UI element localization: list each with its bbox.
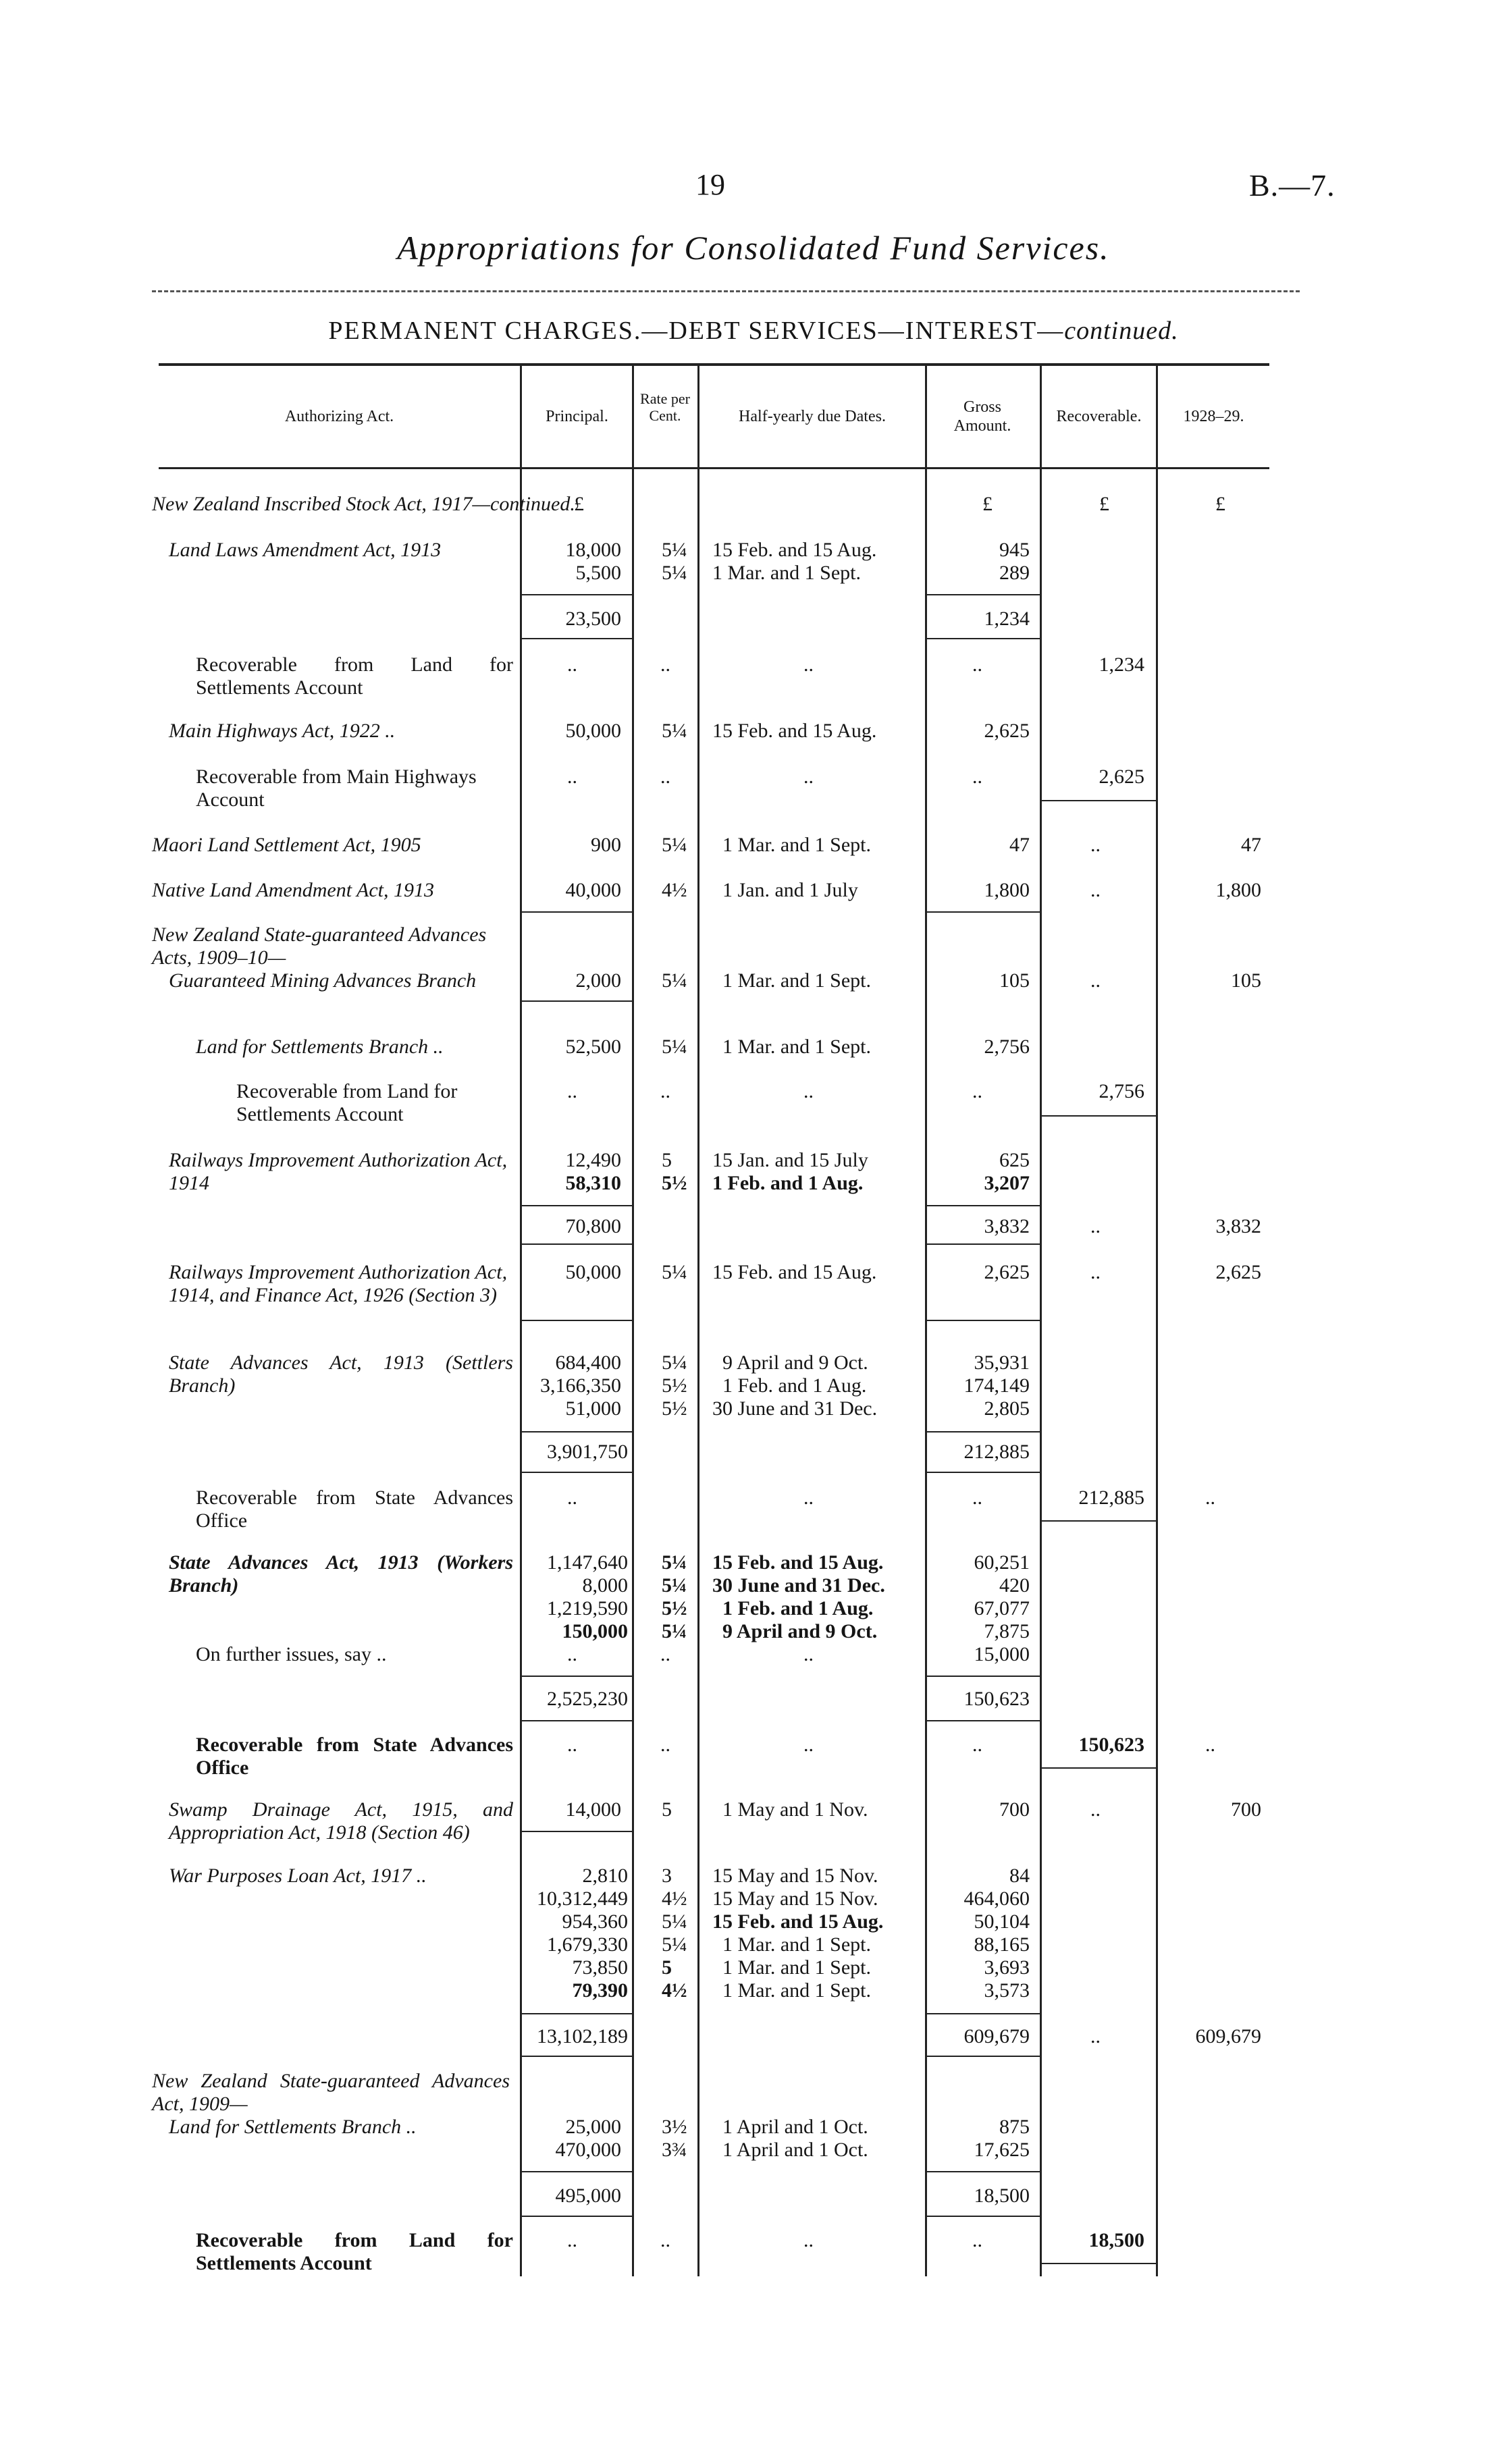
gross-value: ..	[972, 766, 982, 788]
currency-principal: £	[574, 493, 584, 515]
rate-value: 4½	[662, 879, 687, 901]
principal-total: 70,800	[565, 1215, 621, 1237]
subtotal-rule	[522, 911, 632, 913]
rate-value: 5½	[662, 1374, 687, 1397]
act-label: Railways Improvement Authorization Act, 1914, and Finance Act, 1926 (Section 3)	[169, 1261, 508, 1306]
principal-value: 12,490	[565, 1149, 621, 1171]
recoverable-value: 2,625	[1099, 766, 1144, 788]
subtotal-rule	[522, 1000, 632, 1002]
rate-value: 5¼	[662, 1261, 687, 1283]
document-reference: B.—7.	[1249, 168, 1336, 203]
principal-value: 900	[591, 834, 621, 856]
act-label: On further issues, say ..	[196, 1643, 387, 1665]
subtotal-rule	[522, 1243, 632, 1245]
rate-value: 5¼	[662, 1620, 687, 1642]
due-dates: 15 Jan. and 15 July	[712, 1149, 868, 1171]
subtotal-rule	[522, 1431, 632, 1432]
recoverable-value: 1,234	[1099, 653, 1144, 676]
recoverable-value: ..	[1090, 2025, 1101, 2047]
col-divider-dates	[697, 366, 699, 2276]
subtotal-rule	[927, 2013, 1040, 2014]
due-dates: ..	[803, 1734, 814, 1756]
gross-total: 1,234	[984, 608, 1030, 630]
subtotal-rule	[522, 1831, 632, 1832]
gross-value: 17,625	[974, 2139, 1030, 2161]
header-bottom-rule	[159, 467, 1269, 469]
due-dates: 9 April and 9 Oct.	[722, 1620, 878, 1642]
subtotal-rule	[927, 1205, 1040, 1206]
year-value: 700	[1231, 1798, 1261, 1821]
rate-value: 3	[662, 1865, 672, 1887]
gross-value: 3,207	[984, 1172, 1030, 1194]
due-dates: 15 Feb. and 15 Aug.	[712, 1551, 884, 1574]
year-value: 105	[1231, 969, 1261, 992]
currency-gross: £	[982, 493, 993, 515]
due-dates: 1 Mar. and 1 Sept.	[722, 1036, 871, 1058]
principal-value: 1,147,640	[547, 1551, 628, 1574]
subtotal-rule	[522, 1320, 632, 1321]
gross-value: 15,000	[974, 1643, 1030, 1665]
principal-value: 79,390	[572, 1979, 628, 2002]
due-dates: 1 Feb. and 1 Aug.	[722, 1597, 874, 1619]
principal-value: ..	[567, 1487, 577, 1509]
gross-value: ..	[972, 1734, 982, 1756]
due-dates: 30 June and 31 Dec.	[712, 1574, 885, 1597]
subtotal-rule	[522, 2056, 632, 2057]
gross-value: 3,573	[984, 1979, 1030, 2002]
due-dates: 1 Mar. and 1 Sept.	[722, 1979, 871, 2002]
gross-value: 420	[999, 1574, 1030, 1597]
principal-value: ..	[567, 653, 577, 676]
header-principal: Principal.	[546, 408, 608, 425]
due-dates: 1 Mar. and 1 Sept.	[722, 1933, 871, 1956]
gross-value: 945	[999, 539, 1030, 561]
rate-value: ..	[660, 766, 670, 788]
due-dates: 15 Feb. and 15 Aug.	[712, 1910, 884, 1933]
table-top-rule	[159, 363, 1269, 366]
year-value: 2,625	[1215, 1261, 1261, 1283]
subtotal-rule	[1042, 1520, 1156, 1522]
recoverable-value: ..	[1090, 834, 1101, 856]
rate-value: 5½	[662, 1597, 687, 1619]
due-dates: ..	[803, 1643, 814, 1665]
rate-value: 5¼	[662, 834, 687, 856]
rate-value: 5¼	[662, 969, 687, 992]
gross-value: 464,060	[963, 1887, 1030, 1910]
subtotal-rule	[1042, 1767, 1156, 1769]
header-due-dates: Half-yearly due Dates.	[739, 408, 886, 425]
due-dates: ..	[803, 766, 814, 788]
due-dates: 1 Mar. and 1 Sept.	[712, 562, 861, 584]
recoverable-value: ..	[1090, 879, 1101, 901]
year-value: 47	[1241, 834, 1261, 856]
principal-value: 52,500	[565, 1036, 621, 1058]
gross-value: ..	[972, 653, 982, 676]
gross-value: 60,251	[974, 1551, 1030, 1574]
rate-value: ..	[660, 1734, 670, 1756]
due-dates: 15 Feb. and 15 Aug.	[712, 539, 877, 561]
due-dates: 15 May and 15 Nov.	[712, 1865, 878, 1887]
subtotal-rule	[522, 594, 632, 595]
rate-value: 5¼	[662, 1910, 687, 1933]
principal-value: 954,360	[562, 1910, 628, 1933]
act-label: Recoverable from State Advances Office	[196, 1734, 513, 1779]
col-divider-rate	[632, 366, 634, 2276]
subtotal-rule	[522, 2013, 632, 2014]
subtotal-rule	[522, 1676, 632, 1677]
principal-total: 23,500	[565, 608, 621, 630]
gross-value: 88,165	[974, 1933, 1030, 1956]
due-dates: ..	[803, 1080, 814, 1102]
act-label: War Purposes Loan Act, 1917 ..	[169, 1865, 427, 1887]
subtotal-rule	[927, 1472, 1040, 1473]
act-label: Main Highways Act, 1922 ..	[169, 720, 396, 742]
subtotal-rule	[522, 638, 632, 639]
act-label: New Zealand State-guaranteed Advances Act, 1909—	[152, 2070, 510, 2115]
subtotal-rule	[927, 594, 1040, 595]
header-gross-amount: Gross Amount.	[953, 398, 1011, 435]
rate-value: 5¼	[662, 1551, 687, 1574]
subtotal-rule	[927, 1431, 1040, 1432]
rate-value: 5¼	[662, 1574, 687, 1597]
rate-value: 3¾	[662, 2139, 687, 2161]
gross-value: 289	[999, 562, 1030, 584]
gross-value: ..	[972, 1487, 982, 1509]
currency-recoverable: £	[1099, 493, 1109, 515]
subtotal-rule	[927, 638, 1040, 639]
header-year: 1928–29.	[1183, 408, 1244, 425]
principal-value: 1,219,590	[547, 1597, 628, 1619]
rate-value: 5¼	[662, 562, 687, 584]
principal-value: 50,000	[565, 720, 621, 742]
due-dates: 1 Mar. and 1 Sept.	[722, 834, 871, 856]
rate-value: 5¼	[662, 720, 687, 742]
principal-value: 1,679,330	[547, 1933, 628, 1956]
due-dates: 15 May and 15 Nov.	[712, 1887, 878, 1910]
rate-value: 5¼	[662, 539, 687, 561]
gross-value: 700	[999, 1798, 1030, 1821]
gross-value: 2,625	[984, 720, 1030, 742]
act-label: Railways Improvement Authorization Act, 1914	[169, 1149, 508, 1194]
principal-value: 5,500	[575, 562, 621, 584]
act-label: State Advances Act, 1913 (Settlers Branch)	[169, 1351, 513, 1397]
due-dates: 9 April and 9 Oct.	[722, 1351, 868, 1374]
principal-value: 2,810	[582, 1865, 628, 1887]
act-label: New Zealand State-guaranteed Advances Acts, 1909–10—	[152, 923, 487, 969]
rate-value: 4½	[662, 1979, 687, 2002]
year-value: ..	[1205, 1487, 1215, 1509]
gross-value: 174,149	[963, 1374, 1030, 1397]
subtotal-rule	[1042, 1115, 1156, 1117]
rate-value: 3½	[662, 2116, 687, 2138]
recoverable-value: 2,756	[1099, 1080, 1144, 1102]
page-number: 19	[695, 168, 725, 201]
due-dates: 1 Mar. and 1 Sept.	[722, 1956, 871, 1979]
due-dates: 1 Feb. and 1 Aug.	[712, 1172, 864, 1194]
recoverable-value: ..	[1090, 1798, 1101, 1821]
principal-value: ..	[567, 2229, 577, 2251]
due-dates: 1 May and 1 Nov.	[722, 1798, 868, 1821]
act-label: New Zealand Inscribed Stock Act, 1917—continued.	[152, 493, 575, 515]
subtotal-rule	[927, 1243, 1040, 1245]
principal-value: 25,000	[565, 2116, 621, 2138]
act-label: Recoverable from State Advances Office	[196, 1487, 513, 1532]
due-dates: 1 Mar. and 1 Sept.	[722, 969, 871, 992]
gross-total: 18,500	[974, 2185, 1030, 2207]
act-label: Recoverable from Main Highways Account	[196, 766, 477, 811]
rate-value: 5¼	[662, 1351, 687, 1374]
principal-total: 495,000	[555, 2185, 621, 2207]
gross-total: 3,832	[984, 1215, 1030, 1237]
principal-value: 150,000	[562, 1620, 628, 1642]
gross-total: 150,623	[963, 1688, 1030, 1710]
subtotal-rule	[927, 911, 1040, 913]
header-authorizing-act: Authorizing Act.	[284, 408, 394, 425]
principal-total: 2,525,230	[547, 1688, 628, 1710]
subtotal-rule	[927, 2171, 1040, 2172]
rate-value: 5	[662, 1149, 672, 1171]
recoverable-value: 150,623	[1078, 1734, 1144, 1756]
subtotal-rule	[927, 1320, 1040, 1321]
due-dates: 1 Jan. and 1 July	[722, 879, 858, 901]
rate-value: ..	[660, 2229, 670, 2251]
gross-total: 609,679	[963, 2025, 1030, 2047]
rate-value: 5½	[662, 1172, 687, 1194]
rate-value: ..	[660, 1080, 670, 1102]
gross-value: 2,805	[984, 1397, 1030, 1420]
principal-total: 3,901,750	[547, 1441, 628, 1463]
subtotal-rule	[522, 2171, 632, 2172]
principal-value: 470,000	[555, 2139, 621, 2161]
rate-value: ..	[660, 653, 670, 676]
act-label: Land for Settlements Branch ..	[196, 1036, 444, 1058]
gross-value: 625	[999, 1149, 1030, 1171]
gross-value: ..	[972, 2229, 982, 2251]
act-label: Recoverable from Land for Settlements Account	[236, 1080, 458, 1125]
due-dates: 1 Feb. and 1 Aug.	[722, 1374, 867, 1397]
principal-value: 51,000	[565, 1397, 621, 1420]
due-dates: ..	[803, 653, 814, 676]
principal-value: 14,000	[565, 1798, 621, 1821]
gross-value: ..	[972, 1080, 982, 1102]
header-rate: Rate per Cent.	[640, 390, 690, 425]
gross-value: 875	[999, 2116, 1030, 2138]
currency-year: £	[1215, 493, 1225, 515]
act-label: Recoverable from Land for Settlements Account	[196, 2229, 513, 2274]
gross-value: 105	[999, 969, 1030, 992]
gross-value: 2,756	[984, 1036, 1030, 1058]
principal-value: 18,000	[565, 539, 621, 561]
gross-value: 67,077	[974, 1597, 1030, 1619]
gross-value: 35,931	[974, 1351, 1030, 1374]
subtotal-rule	[1042, 800, 1156, 801]
recoverable-value: ..	[1090, 1261, 1101, 1283]
due-dates: ..	[803, 1487, 814, 1509]
principal-value: 50,000	[565, 1261, 621, 1283]
act-label: Native Land Amendment Act, 1913	[152, 879, 435, 901]
subtotal-rule	[927, 1720, 1040, 1721]
gross-value: 7,875	[984, 1620, 1030, 1642]
act-label: Maori Land Settlement Act, 1905	[152, 834, 421, 856]
act-label: State Advances Act, 1913 (Workers Branch)	[169, 1551, 513, 1597]
principal-value: 684,400	[555, 1351, 621, 1374]
due-dates: 15 Feb. and 15 Aug.	[712, 1261, 877, 1283]
due-dates: 15 Feb. and 15 Aug.	[712, 720, 877, 742]
rate-value: 5	[662, 1956, 672, 1979]
year-value: 1,800	[1215, 879, 1261, 901]
header-recoverable: Recoverable.	[1056, 408, 1142, 425]
principal-value: ..	[567, 1080, 577, 1102]
rate-value: ..	[660, 1643, 670, 1665]
subtotal-rule	[927, 1676, 1040, 1677]
principal-value: 2,000	[575, 969, 621, 992]
principal-value: 8,000	[582, 1574, 628, 1597]
due-dates: 30 June and 31 Dec.	[712, 1397, 878, 1420]
due-dates: ..	[803, 2229, 814, 2251]
rate-value: 5¼	[662, 1036, 687, 1058]
principal-value: 3,166,350	[540, 1374, 621, 1397]
recoverable-value: 18,500	[1088, 2229, 1144, 2251]
col-divider-recoverable	[1040, 366, 1042, 2276]
rate-value: 5	[662, 1798, 672, 1821]
due-dates: 1 April and 1 Oct.	[722, 2116, 868, 2138]
section-subtitle: PERMANENT CHARGES.—DEBT SERVICES—INTEREST—continued.	[328, 317, 1179, 345]
principal-value: 73,850	[572, 1956, 628, 1979]
rate-value: 5½	[662, 1397, 687, 1420]
due-dates: 1 April and 1 Oct.	[722, 2139, 868, 2161]
gross-value: 84	[1009, 1865, 1030, 1887]
principal-value: ..	[567, 1734, 577, 1756]
rate-value: 4½	[662, 1887, 687, 1910]
recoverable-value: ..	[1090, 1215, 1101, 1237]
year-value: 609,679	[1195, 2025, 1261, 2047]
gross-value: 47	[1009, 834, 1030, 856]
gross-value: 1,800	[984, 879, 1030, 901]
recoverable-value: ..	[1090, 969, 1101, 992]
subtotal-rule	[927, 2056, 1040, 2057]
gross-total: 212,885	[963, 1441, 1030, 1463]
act-label: Recoverable from Land for Settlements Account	[196, 653, 513, 699]
principal-value: 40,000	[565, 879, 621, 901]
act-sublabel: Land for Settlements Branch ..	[169, 2116, 417, 2138]
gross-value: 3,693	[984, 1956, 1030, 1979]
year-value: 3,832	[1215, 1215, 1261, 1237]
subtotal-rule	[522, 1205, 632, 1206]
principal-value: 10,312,449	[537, 1887, 628, 1910]
principal-value: ..	[567, 1643, 577, 1665]
subtotal-rule	[522, 2216, 632, 2217]
principal-value: 58,310	[565, 1172, 621, 1194]
act-sublabel: Guaranteed Mining Advances Branch	[169, 969, 477, 992]
title-divider	[152, 290, 1300, 292]
recoverable-value: 212,885	[1078, 1487, 1144, 1509]
subtotal-rule	[522, 1472, 632, 1473]
year-value: ..	[1205, 1734, 1215, 1756]
subtotal-rule	[522, 1720, 632, 1721]
gross-value: 50,104	[974, 1910, 1030, 1933]
principal-total: 13,102,189	[537, 2025, 628, 2047]
page-title: Appropriations for Consolidated Fund Services.	[397, 229, 1110, 267]
subtotal-rule	[1042, 2263, 1156, 2264]
subtotal-rule	[927, 2216, 1040, 2217]
act-label: Swamp Drainage Act, 1915, and Appropriation Act, 1918 (Section 46)	[169, 1798, 513, 1844]
gross-value: 2,625	[984, 1261, 1030, 1283]
act-label: Land Laws Amendment Act, 1913	[169, 539, 442, 561]
principal-value: ..	[567, 766, 577, 788]
rate-value: 5¼	[662, 1933, 687, 1956]
col-divider-year	[1156, 366, 1158, 2276]
